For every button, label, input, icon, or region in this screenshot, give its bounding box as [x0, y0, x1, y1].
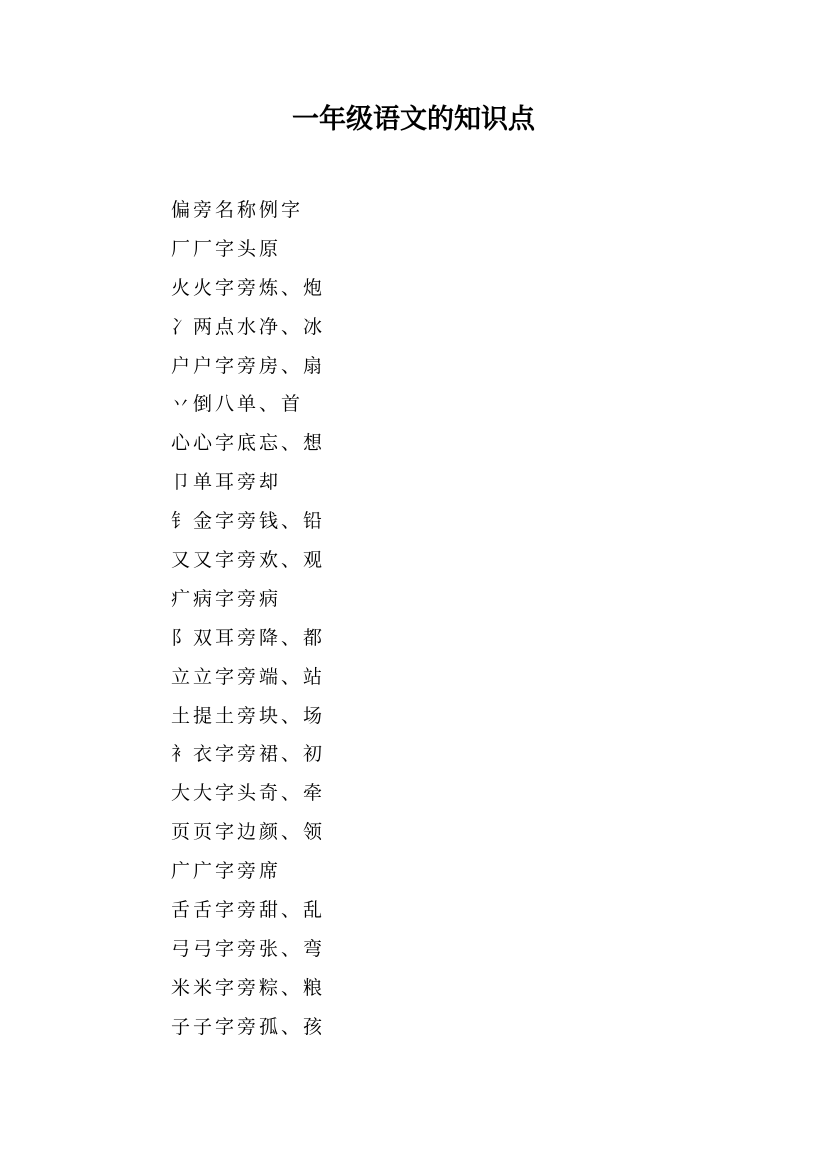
list-item: 米米字旁粽、粮 — [171, 976, 326, 999]
list-item: 阝双耳旁降、都 — [171, 626, 326, 649]
list-item: 卩单耳旁却 — [171, 471, 282, 494]
list-item: 钅金字旁钱、铅 — [171, 510, 326, 533]
list-item: 子子字旁孤、孩 — [171, 1015, 326, 1038]
list-item: 丷倒八单、首 — [171, 393, 304, 416]
list-item: 大大字头奇、牵 — [171, 782, 326, 805]
list-item: 心心字底忘、想 — [171, 432, 326, 455]
list-item: 衤衣字旁裙、初 — [171, 743, 326, 766]
document-title: 一年级语文的知识点 — [292, 104, 535, 135]
list-item: 火火字旁炼、炮 — [171, 276, 326, 299]
list-item: 弓弓字旁张、弯 — [171, 937, 326, 960]
list-item: 舌舌字旁甜、乱 — [171, 899, 326, 922]
list-item: 厂厂字头原 — [171, 237, 282, 260]
list-item: 冫两点水净、冰 — [171, 315, 326, 338]
list-item: 广广字旁席 — [171, 860, 282, 883]
list-item: 偏旁名称例字 — [171, 199, 304, 221]
list-item: 立立字旁端、站 — [171, 665, 326, 688]
list-item: 疒病字旁病 — [171, 587, 282, 610]
list-item: 户户字旁房、扇 — [171, 354, 326, 377]
list-item: 土提土旁块、场 — [171, 704, 326, 727]
list-item: 又又字旁欢、观 — [171, 549, 326, 572]
list-item: 页页字边颜、领 — [171, 821, 326, 844]
radical-list — [171, 191, 571, 1047]
